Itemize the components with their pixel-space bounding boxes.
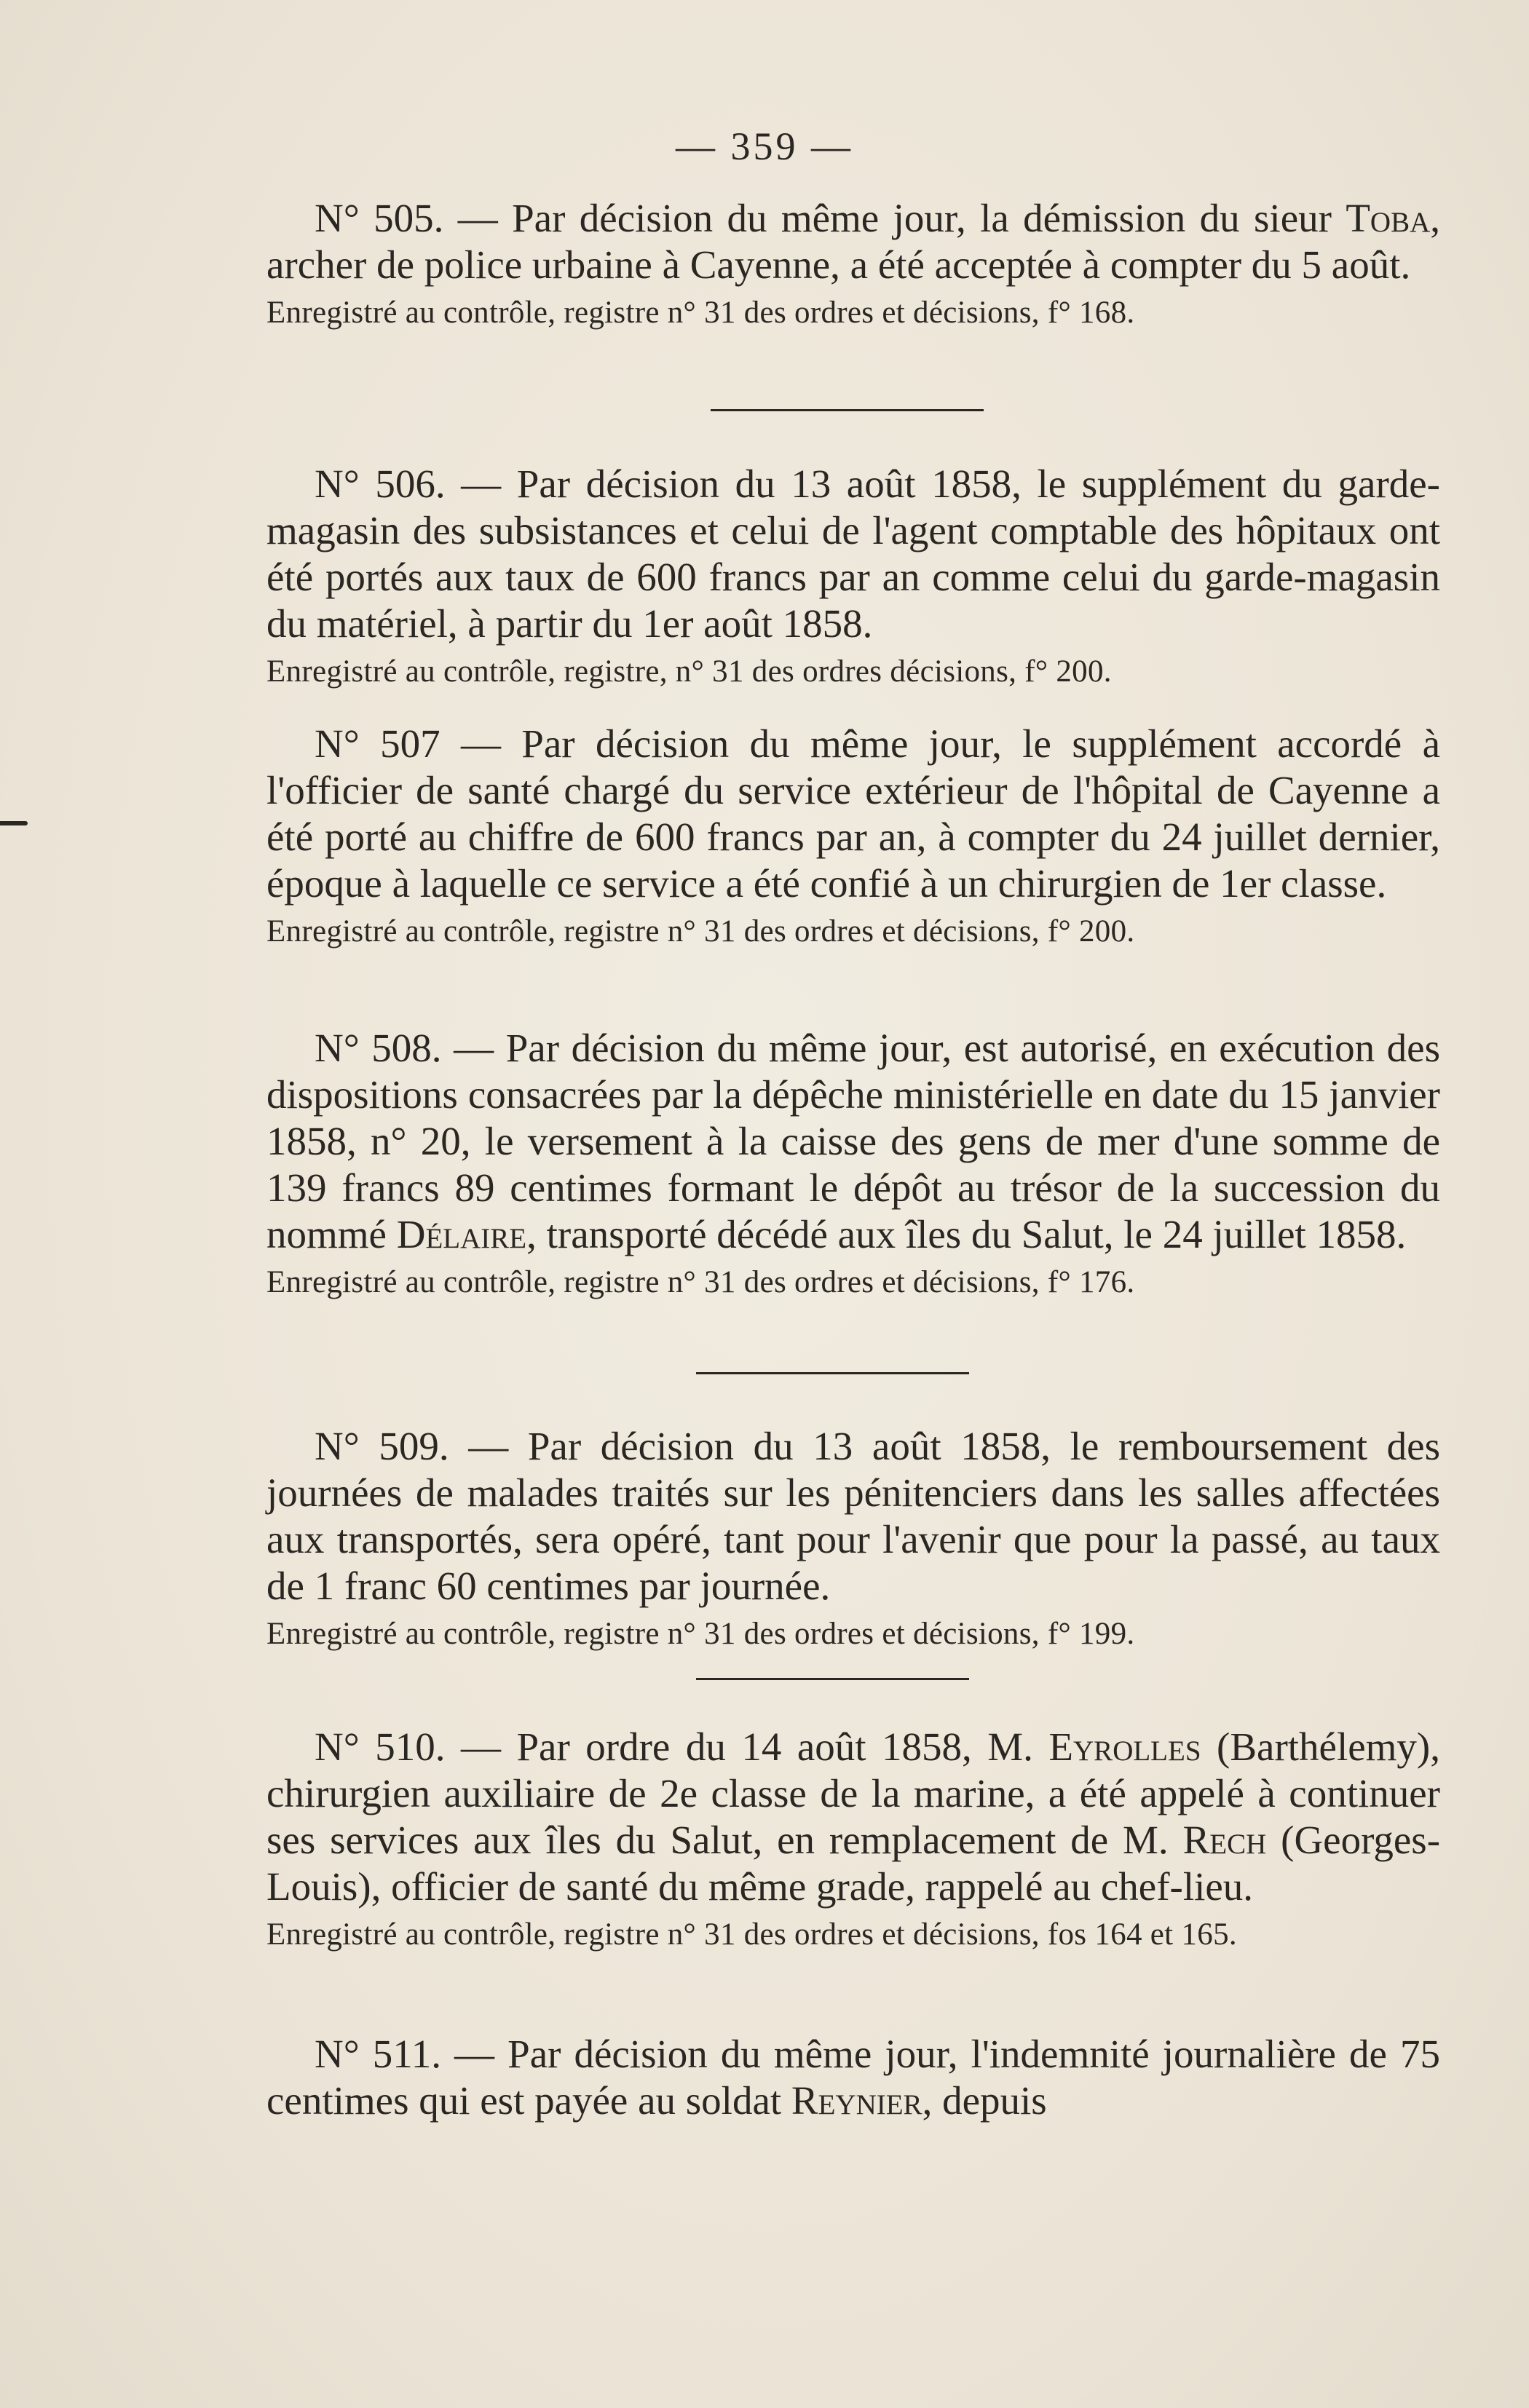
registration-line: Enregistré au contrôle, registre n° 31 des ordres et décisions, f° 168. bbox=[266, 296, 1135, 330]
entry-508 bbox=[266, 1025, 1440, 1303]
registration-line: Enregistré au contrôle, registre, n° 31 des ordres décisions, f° 200. bbox=[266, 654, 1112, 689]
entry-body: (Barthélemy), chirurgien auxiliaire de 2e classe de la marine, a été appelé à continuer ses services aux îles du Salut, en remplacement de M. bbox=[266, 1724, 1440, 1862]
entry-506 bbox=[266, 461, 1440, 692]
separator-rule bbox=[696, 1372, 969, 1374]
entry-text bbox=[266, 2031, 1440, 2124]
entry-text bbox=[266, 195, 1440, 288]
entry-511 bbox=[266, 2031, 1440, 2124]
registration-line: Enregistré au contrôle, registre n° 31 des ordres et décisions, f° 199. bbox=[266, 1617, 1135, 1651]
separator-rule bbox=[696, 1678, 969, 1680]
entry-body: , archer de police urbaine à Cayenne, a été acceptée à compter du 5 août. bbox=[266, 196, 1441, 287]
person-name: Eyrolles bbox=[1048, 1724, 1201, 1769]
entry-intro: N° 511. — Par décision du même jour, l'indemnité journalière de 75 centimes qui est payée au soldat bbox=[266, 2032, 1440, 2123]
entry-body: N° 507 — Par décision du même jour, le supplément accordé à l'officier de santé chargé du service extérieur de l'hôpital de Cayenne a été porté au chiffre de 600 francs par an, à compter du 24 juillet dernier, époque à laquelle ce service a été confié à un chirurgien de 1er classe. bbox=[266, 721, 1440, 906]
entry-505 bbox=[266, 195, 1440, 333]
entry-text bbox=[266, 1423, 1440, 1609]
entry-body: N° 506. — Par décision du 13 août 1858, le supplément du garde-magasin des subsistances et celui de l'agent comptable des hôpitaux ont été portés aux taux de 600 francs par an comme celui du garde-magasin du matériel, à partir du 1er août 1858. bbox=[266, 462, 1440, 646]
registration-line: Enregistré au contrôle, registre n° 31 des ordres et décisions, fos 164 et 165. bbox=[266, 1917, 1237, 1952]
page-number: — 359 — bbox=[676, 124, 853, 168]
entry-intro: N° 508. — Par décision du même jour, est autorisé, en exécution des dispositions consacrées par la dépêche ministérielle en date du 15 janvier 1858, n° 20, le versement à la caisse des gens de mer d'une somme de 139 francs 89 centimes formant le dépôt au trésor de la succession du nommé bbox=[266, 1026, 1440, 1256]
margin-mark bbox=[0, 821, 28, 825]
entry-510 bbox=[266, 1724, 1440, 1955]
separator-rule bbox=[711, 409, 984, 411]
registration-line: Enregistré au contrôle, registre n° 31 des ordres et décisions, f° 176. bbox=[266, 1265, 1135, 1299]
person-name: Délaire bbox=[396, 1212, 527, 1256]
person-name: Rech bbox=[1182, 1818, 1267, 1862]
entry-text bbox=[266, 461, 1440, 647]
registration-line: Enregistré au contrôle, registre n° 31 des ordres et décisions, f° 200. bbox=[266, 914, 1135, 948]
entry-text bbox=[266, 721, 1440, 907]
entry-text bbox=[266, 1025, 1440, 1258]
person-name: Toba bbox=[1346, 196, 1431, 240]
entry-body: , transporté décédé aux îles du Salut, le 24 juillet 1858. bbox=[526, 1212, 1407, 1256]
entry-text bbox=[266, 1724, 1440, 1910]
entry-body: , depuis bbox=[922, 2078, 1047, 2123]
entry-507 bbox=[266, 721, 1440, 952]
entry-509 bbox=[266, 1423, 1440, 1655]
entry-body: (Georges-Louis), officier de santé du même grade, rappelé au chef-lieu. bbox=[266, 1818, 1441, 1909]
entry-intro: N° 505. — Par décision du même jour, la démission du sieur bbox=[315, 196, 1332, 240]
entry-body: N° 509. — Par décision du 13 août 1858, le remboursement des journées de malades traités sur les pénitenciers dans les salles affectées aux transportés, sera opéré, tant pour l'avenir que pour la passé, au taux de 1 franc 60 centimes par journée. bbox=[266, 1424, 1440, 1608]
entry-intro: N° 510. — Par ordre du 14 août 1858, M. bbox=[315, 1724, 1033, 1769]
person-name: Reynier bbox=[791, 2078, 922, 2123]
